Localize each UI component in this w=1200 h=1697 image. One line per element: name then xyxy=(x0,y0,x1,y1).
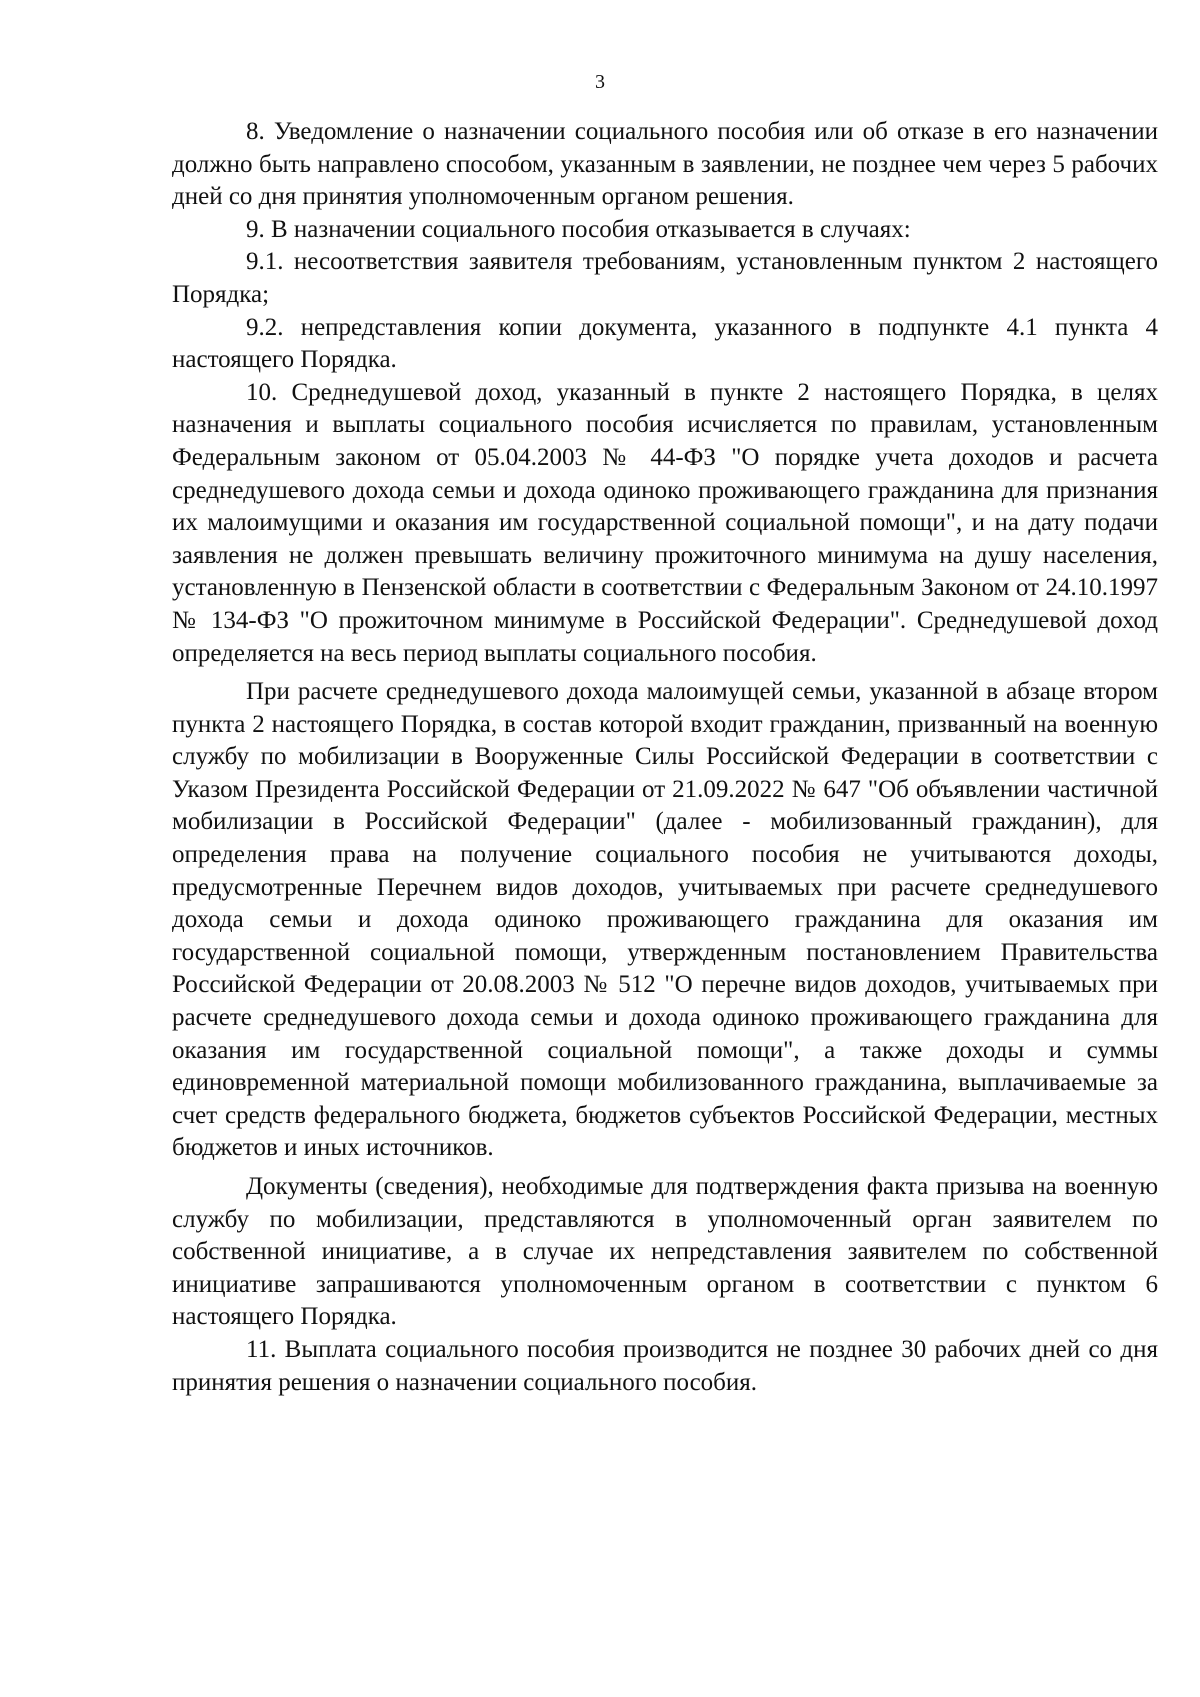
paragraph-10: 10. Среднедушевой доход, указанный в пункте 2 настоящего Порядка, в целях назначения и выплаты социального пособия исчисляется по правилам, установленным Федеральным законом от 05.04.2003 № 44-ФЗ "О порядке учета доходов и расчета среднедушевого дохода семьи и дохода одиноко проживающего гражданина для признания их малоимущими и оказания им государственной социальной помощи", и на дату подачи заявления не должен превышать величину прожиточного минимума на душу населения, установленную в Пензенской области в соответствии с Федеральным Законом от 24.10.1997 № 134-ФЗ "О прожиточном минимуме в Российской Федерации". Среднедушевой доход определяется на весь период выплаты социального пособия. xyxy=(172,378,1158,667)
paragraph-10-documents: Документы (сведения), необходимые для подтверждения факта призыва на военную службу по мобилизации, представляются в уполномоченный орган заявителем по собственной инициативе, а в случае их непредставления заявителем по собственной инициативе запрашиваются уполномоченным органом в соответствии с пунктом 6 настоящего Порядка. xyxy=(172,1173,1158,1331)
paragraph-10-income-calculation: При расчете среднедушевого дохода малоимущей семьи, указанной в абзаце втором пункта 2 настоящего Порядка, в состав которой входит гражданин, призванный на военную службу по мобилизации в Вооруженные Силы Российской Федерации в соответствии с Указом Президента Российской Федерации от 21.09.2022 № 647 "Об объявлении частичной мобилизации в Российской Федерации" (далее - мобилизованный гражданин), для определения права на получение социального пособия не учитываются доходы, предусмотренные Перечнем видов доходов, учитываемых при расчете среднедушевого дохода семьи и дохода одиноко проживающего гражданина для оказания им государственной социальной помощи, утвержденным постановлением Правительства Российской Федерации от 20.08.2003 № 512 "О перечне видов доходов, учитываемых при расчете среднедушевого дохода семьи и дохода одиноко проживающего гражданина для оказания им государственной социальной помощи", а также доходы и суммы единовременной материальной помощи мобилизованного гражданина, выплачиваемые за счет средств федерального бюджета, бюджетов субъектов Российской Федерации, местных бюджетов и иных источников. xyxy=(172,678,1158,1162)
paragraph-9-2: 9.2. непредставления копии документа, указанного в подпункте 4.1 пункта 4 настоящего Порядка. xyxy=(172,313,1158,374)
paragraph-9-1: 9.1. несоответствия заявителя требованиям, установленным пунктом 2 настоящего Порядка; xyxy=(172,248,1158,308)
paragraph-11: 11. Выплата социального пособия производится не позднее 30 рабочих дней со дня принятия решения о назначении социального пособия. xyxy=(172,1335,1158,1396)
paragraph-9: 9. В назначении социального пособия отказывается в случаях: xyxy=(246,215,911,243)
page-number: 3 xyxy=(595,71,605,93)
document-body xyxy=(172,116,1158,1399)
paragraph-8: 8. Уведомление о назначении социального пособия или об отказе в его назначении должно быть направлено способом, указанным в заявлении, не позднее чем через 5 рабочих дней со дня принятия уполномоченным органом решения. xyxy=(172,118,1158,211)
